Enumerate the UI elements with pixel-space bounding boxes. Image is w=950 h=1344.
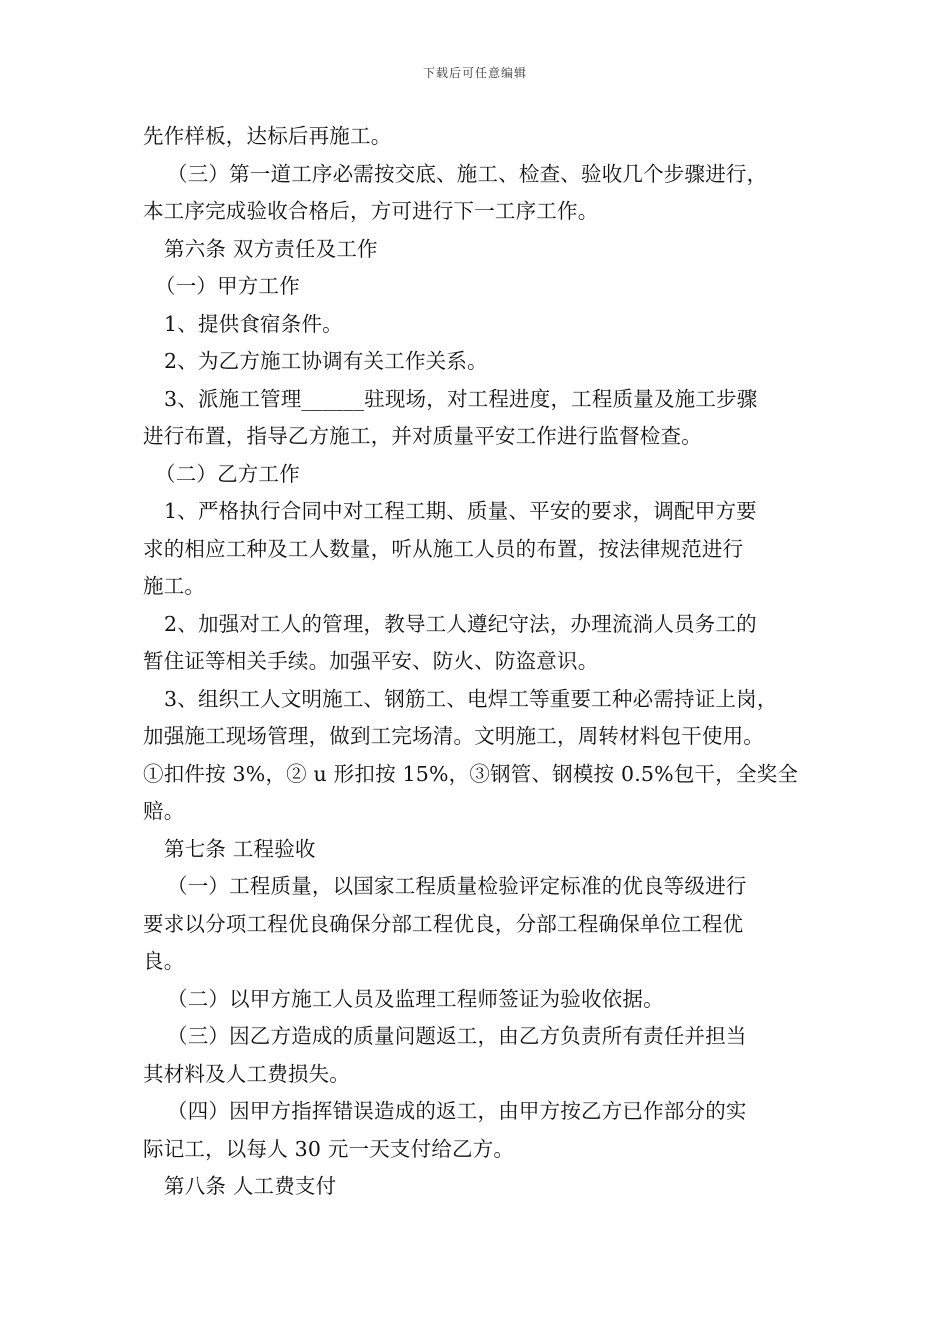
paragraph-line: 先作样板，达标后再施工。: [143, 124, 392, 148]
paragraph-line: 2、加强对工人的管理，教导工人遵纪守法，办理流淌人员务工的: [164, 611, 757, 636]
section-heading: 第六条 双方责任及工作: [164, 236, 378, 261]
paragraph-line: （四）因甲方指挥错误造成的返工，由甲方按乙方已作部分的实: [167, 1099, 747, 1123]
paragraph-line: 2、为乙方施工协调有关工作关系。: [164, 349, 488, 373]
paragraph-line: （二）以甲方施工人员及监理工程师签证为验收依据。: [167, 986, 664, 1011]
paragraph-line: 加强施工现场管理，做到工完场清。文明施工，周转材料包干使用。: [143, 724, 764, 748]
paragraph-line: 赔。: [143, 799, 185, 823]
paragraph-line: 际记工，以每人 30 元一天支付给乙方。: [143, 1136, 515, 1161]
paragraph-line: 1、提供食宿条件。: [164, 311, 343, 336]
section-heading: 第八条 人工费支付: [164, 1174, 337, 1198]
paragraph-line: 3、派施工管理______驻现场，对工程进度，工程质量及施工步骤: [164, 386, 758, 411]
subsection-heading: （二）乙方工作: [155, 461, 300, 486]
paragraph-line: （三）因乙方造成的质量问题返工，由乙方负责所有责任并担当: [167, 1024, 747, 1048]
paragraph-line: 1、严格执行合同中对工程工期、质量、平安的要求，调配甲方要: [164, 499, 757, 523]
paragraph-line: 3、组织工人文明施工、钢筋工、电焊工等重要工种必需持证上岗，: [164, 686, 778, 711]
paragraph-line: （一）工程质量，以国家工程质量检验评定标准的优良等级进行: [167, 874, 747, 898]
paragraph-line: 良。: [143, 949, 185, 973]
document-body: [143, 118, 813, 1206]
page-header: 下载后可任意编辑: [422, 66, 527, 80]
paragraph-line: 本工序完成验收合格后，方可进行下一工序工作。: [143, 199, 599, 223]
paragraph-line: 暂住证等相关手续。加强平安、防火、防盗意识。: [143, 649, 599, 673]
paragraph-line: 施工。: [143, 574, 206, 598]
paragraph-line: 要求以分项工程优良确保分部工程优良，分部工程确保单位工程优: [143, 911, 744, 936]
paragraph-line: （三）第一道工序必需按交底、施工、检查、验收几个步骤进行，: [167, 161, 768, 186]
section-heading: 第七条 工程验收: [164, 836, 316, 861]
paragraph-line: 求的相应工种及工人数量，听从施工人员的布置，按法律规范进行: [143, 536, 744, 561]
paragraph-line: 其材料及人工费损失。: [143, 1061, 350, 1086]
paragraph-line: ①扣件按 3%，② u 形扣按 15%，③钢管、钢模按 0.5%包干，全奖全: [143, 761, 799, 786]
paragraph-line: 进行布置，指导乙方施工，并对质量平安工作进行监督检查。: [143, 424, 702, 448]
subsection-heading: （一）甲方工作: [155, 274, 300, 298]
